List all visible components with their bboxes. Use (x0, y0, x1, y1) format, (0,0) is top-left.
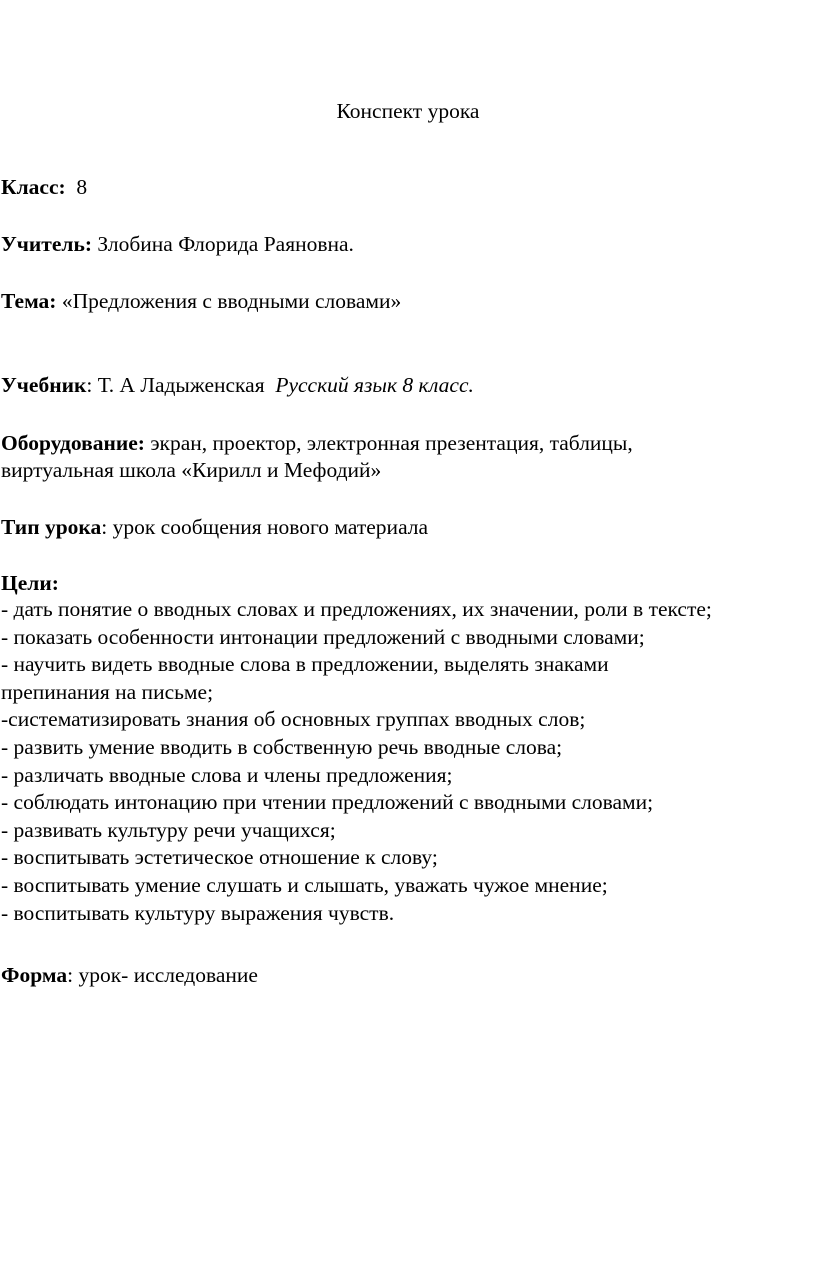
textbook-line (1, 372, 474, 399)
lesson-type-label: Тип урока (1, 515, 102, 539)
equipment-label: Оборудование: (1, 431, 145, 455)
list-item: - соблюдать интонацию при чтении предложений с вводными словами; (1, 790, 654, 815)
list-item: - воспитывать умение слушать и слышать, уважать чужое мнение; (1, 872, 608, 897)
equipment-line (1, 430, 633, 457)
list-item: - дать понятие о вводных словах и предложениях, их значении, роли в тексте; (1, 597, 712, 621)
goals-heading (1, 570, 59, 597)
teacher-label: Учитель: (1, 232, 92, 256)
list-item: - развить умение вводить в собственную речь вводные слова; (1, 734, 563, 759)
lesson-type-line (1, 514, 428, 541)
list-item: - развивать культуру речи учащихся; (1, 817, 336, 842)
class-line (1, 174, 87, 201)
equipment-line2 (1, 457, 381, 484)
form-line (1, 962, 258, 989)
equipment-value-line2: виртуальная школа «Кирилл и Мефодий» (1, 458, 382, 482)
lesson-type-value: : урок сообщения нового материала (101, 515, 429, 539)
class-value: 8 (76, 175, 88, 199)
document-title: Конспект урока (336, 99, 480, 123)
list-item: - научить видеть вводные слова в предложении, выделять знаками (1, 652, 609, 677)
teacher-line (1, 231, 354, 258)
topic-label: Тема: (1, 289, 57, 313)
textbook-separator: : (86, 373, 93, 397)
textbook-title: Русский язык 8 класс. (275, 373, 474, 397)
list-item: -систематизировать знания об основных группах вводных слов; (1, 707, 586, 732)
list-item: - воспитывать культуру выражения чувств. (1, 900, 395, 925)
list-item: - различать вводные слова и члены предложения; (1, 762, 453, 787)
form-label: Форма (1, 963, 68, 987)
textbook-label: Учебник (1, 373, 87, 397)
list-item: - показать особенности интонации предложений с вводными словами; (1, 624, 645, 649)
topic-line (1, 288, 401, 315)
equipment-value-line1: экран, проектор, электронная презентация, таблицы, (150, 431, 633, 455)
list-item: препинания на письме; (1, 679, 214, 704)
form-value: : урок- исследование (67, 963, 258, 987)
textbook-author: Т. А Ладыженская (97, 373, 265, 397)
teacher-value: Злобина Флорида Раяновна. (97, 232, 354, 256)
topic-value: «Предложения с вводными словами» (61, 289, 402, 313)
goals-label: Цели: (1, 571, 59, 595)
goals-list (1, 596, 712, 927)
list-item: - воспитывать эстетическое отношение к слову; (1, 845, 438, 870)
class-label: Класс: (1, 175, 66, 199)
